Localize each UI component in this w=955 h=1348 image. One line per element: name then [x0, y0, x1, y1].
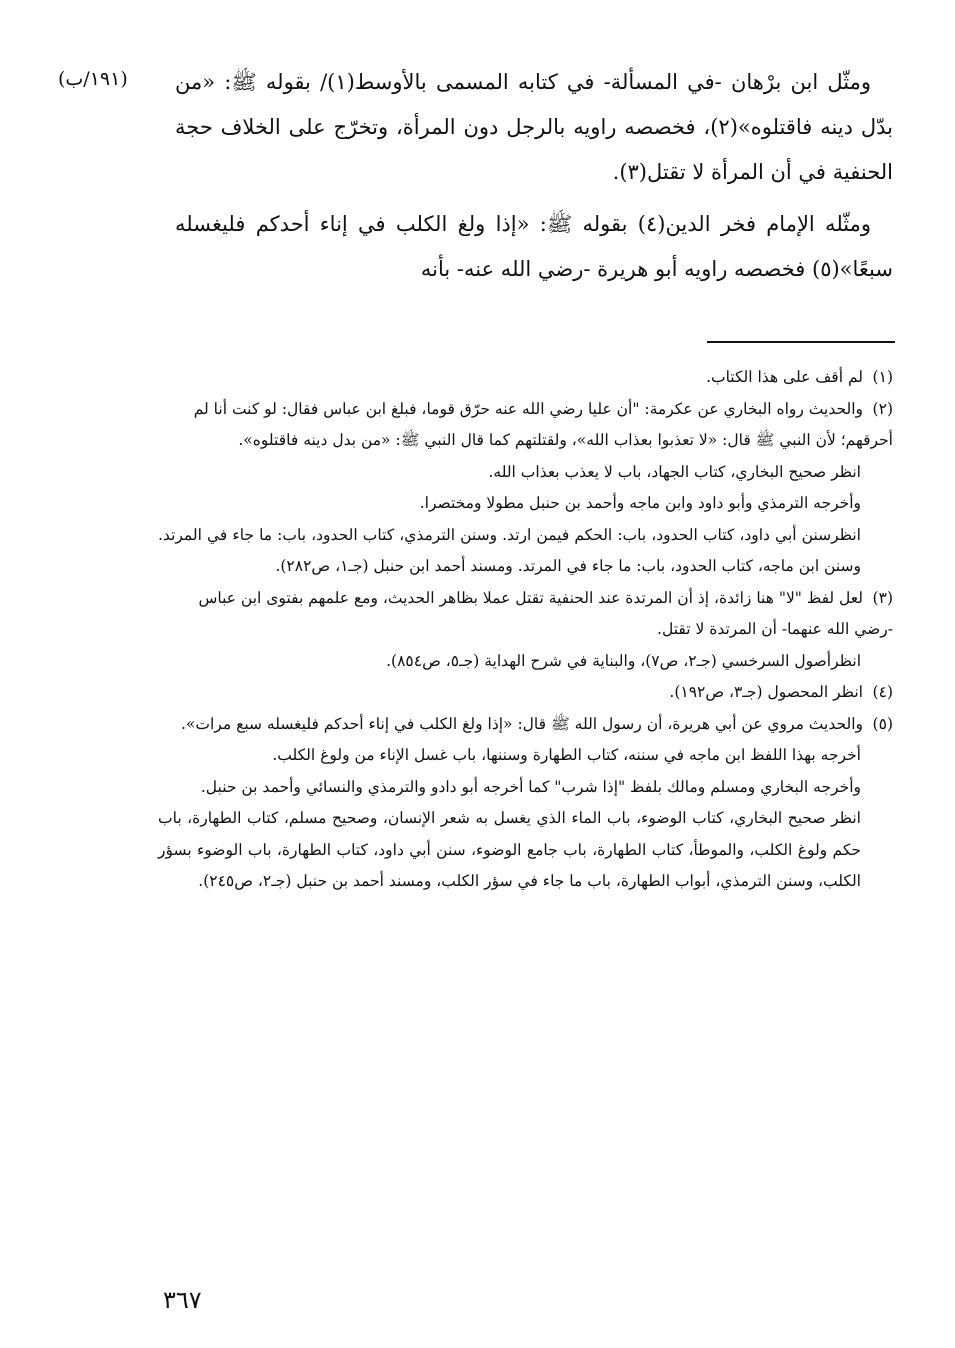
footnote-text: أخرجه بهذا اللفظ ابن ماجه في سننه، كتاب الطهارة وسننها، باب غسل الإناء من ولوغ الكلب.	[272, 746, 861, 764]
footnote-number: (١)	[872, 368, 893, 386]
footnote-number: (٤)	[872, 683, 893, 701]
footnote-text: وأخرجه البخاري ومسلم ومالك بلفظ "إذا شرب" كما أخرجه أبو دادو والترمذي والنسائي وأحمد بن حنبل.	[200, 777, 861, 796]
footnote-text: انظر المحصول (جـ٣، ص١٩٢).	[669, 683, 863, 701]
footnote-text: لم أقف على هذا الكتاب.	[706, 368, 863, 386]
footnote-separator-rule	[707, 341, 895, 343]
footnotes-section	[158, 362, 893, 898]
footnote-text: لعل لفظ "لا" هنا زائدة، إذ أن المرتدة عند الحنفية تقتل عملا بظاهر الحديث، ومع علمهم بفتوى ابن عباس -رضي الله عنهما- أن المرتدة لا تقتل.	[198, 588, 893, 638]
page-number: ٣٦٧	[163, 1286, 202, 1314]
footnote-1	[158, 362, 893, 394]
footnote-5	[158, 709, 893, 898]
footnote-3	[158, 583, 893, 678]
main-paragraph-1: ومثّل ابن برْهان -في المسألة- في كتابه المسمى بالأوسط(١)/ بقوله ﷺ: «من بدّل دينه فاقتلوه»(٢)، فخصصه راويه بالرجل دون المرأة، وتخرّج على الخلاف حجة الحنفية في أن المرأة لا تقتل(٣).	[175, 70, 893, 184]
footnote-text: انظرأصول السرخسي (جـ٢، ص٧)، والبناية في شرح الهداية (جـ٥، ص٨٥٤).	[386, 651, 861, 670]
footnote-text: والحديث مروي عن أبي هريرة، أن رسول الله ﷺ قال: «إذا ولغ الكلب في إناء أحدكم فليغسله سبع مرات».	[180, 714, 863, 733]
footnote-number: (٣)	[872, 588, 893, 607]
manuscript-folio-marker: (١٩١/ب)	[58, 68, 128, 90]
footnote-text: وأخرجه الترمذي وأبو داود وابن ماجه وأحمد بن حنبل مطولا ومختصرا.	[419, 494, 861, 512]
footnote-2	[158, 394, 893, 583]
footnote-text: انظرسنن أبي داود، كتاب الحدود، باب: الحكم فيمن ارتد. وسنن الترمذي، كتاب الحدود، باب: ما جاء في المرتد. وسنن ابن ماجه، كتاب الحدود، باب: ما جاء في المرتد. ومسند أحمد ابن حنبل (جـ١، ص٢٨٢).	[158, 525, 861, 575]
footnote-number: (٢)	[872, 399, 893, 418]
footnote-4	[158, 677, 893, 709]
footnote-number: (٥)	[872, 714, 893, 733]
footnote-text: انظر صحيح البخاري، كتاب الوضوء، باب الماء الذي يغسل به شعر الإنسان، وصحيح مسلم، كتاب الطهارة، باب حكم ولوغ الكلب، والموطأ، كتاب الطهارة، باب جامع الوضوء، سنن أبي داود، كتاب الطهارة، باب الوضوء بسؤر الكلب، وسنن الترمذي، أبواب الطهارة، باب ما جاء في سؤر الكلب، ومسند أحمد بن حنبل (جـ٢، ص٢٤٥).	[158, 809, 861, 890]
main-paragraph-2: ومثّله الإمام فخر الدين(٤) بقوله ﷺ: «إذا ولغ الكلب في إناء أحدكم فليغسله سبعًا»(٥) فخصصه راويه أبو هريرة -رضي الله عنه- بأنه	[175, 212, 893, 281]
main-text-body	[175, 60, 893, 299]
footnote-text: والحديث رواه البخاري عن عكرمة: "أن عليا رضي الله عنه حرّق قوما، فبلغ ابن عباس فقال: لو كنت أنا لم أحرقهم؛ لأن النبي ﷺ قال: «لا تعذبوا بعذاب الله»، ولقتلتهم كما قال النبي ﷺ: «من بدل دينه فاقتلوه».	[193, 399, 893, 449]
footnote-text: انظر صحيح البخاري، كتاب الجهاد، باب لا يعذب بعذاب الله.	[488, 462, 861, 481]
